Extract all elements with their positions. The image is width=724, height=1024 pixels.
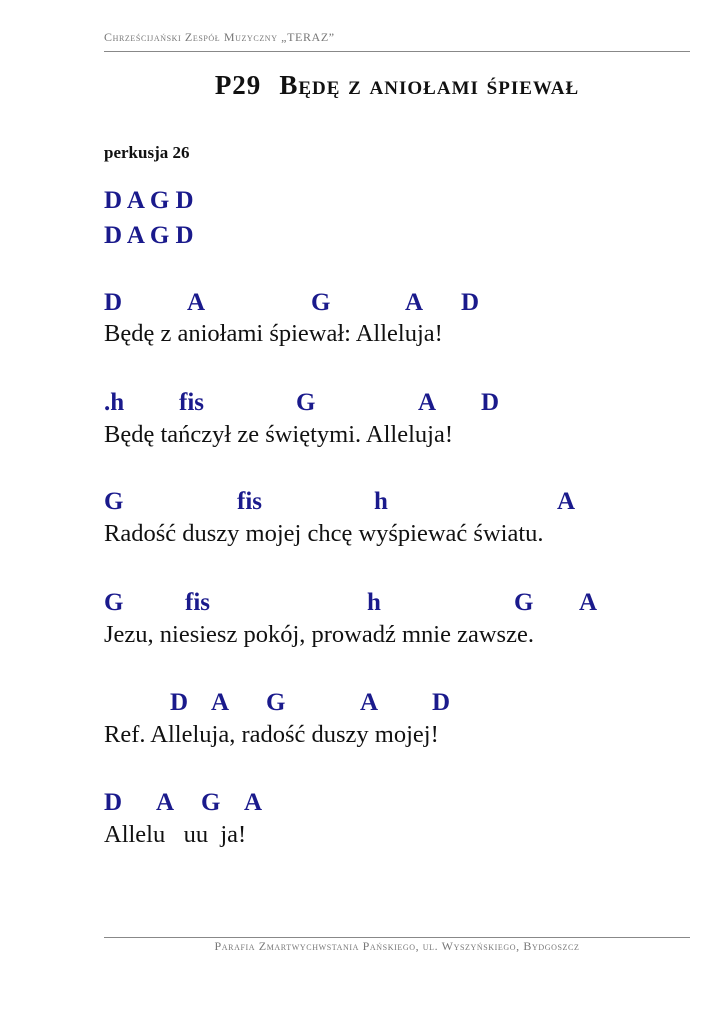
chord: G <box>296 389 316 416</box>
chord: A <box>418 389 437 416</box>
footer-divider <box>104 937 690 938</box>
chord: D <box>481 389 500 416</box>
chord: A <box>557 488 576 515</box>
chord: G <box>311 289 331 316</box>
percussion-note: perkusja 26 <box>104 143 190 162</box>
page-header: Chrześcijański Zespół Muzyczny „TERAZ” <box>104 30 335 44</box>
chord: D <box>104 289 123 316</box>
chord: h <box>367 589 381 616</box>
chord: D <box>461 289 480 316</box>
chord: D <box>104 789 123 816</box>
chord: fis <box>179 389 204 416</box>
lyric-line-6: Allelu uu ja! <box>104 821 247 848</box>
chord: A <box>405 289 424 316</box>
chord: fis <box>237 488 262 515</box>
lyric-line-5: Ref. Alleluja, radość duszy mojej! <box>104 721 439 748</box>
lyric-line-2: Będę tańczył ze świętymi. Alleluja! <box>104 421 454 448</box>
chord: A <box>156 789 175 816</box>
chord: A <box>360 689 379 716</box>
page-footer: Parafia Zmartwychwstania Pańskiego, ul. Wyszyńskiego, Bydgoszcz <box>214 939 580 953</box>
chord: A <box>244 789 263 816</box>
chord: h <box>374 488 388 515</box>
chord: G <box>201 789 221 816</box>
chord: fis <box>185 589 210 616</box>
chord: .h <box>104 389 125 416</box>
chord: A <box>187 289 206 316</box>
song-number: P29 <box>214 70 262 100</box>
intro-line-1: D A G D <box>104 187 194 214</box>
song-title <box>0 70 724 101</box>
song-name: Będę z aniołami śpiewał <box>279 70 580 100</box>
chord: G <box>104 488 124 515</box>
lyric-line-3: Radość duszy mojej chcę wyśpiewać światu. <box>104 520 544 547</box>
header-divider <box>104 51 690 52</box>
lyric-line-4: Jezu, niesiesz pokój, prowadź mnie zawsze. <box>104 621 534 648</box>
chord: G <box>104 589 124 616</box>
lyric-line-1: Będę z aniołami śpiewał: Alleluja! <box>104 320 443 347</box>
chord: A <box>579 589 598 616</box>
chord: A <box>211 689 230 716</box>
chord: D <box>432 689 451 716</box>
chord: G <box>514 589 534 616</box>
intro-line-2: D A G D <box>104 222 194 249</box>
chord: G <box>266 689 286 716</box>
chord: D <box>170 689 189 716</box>
